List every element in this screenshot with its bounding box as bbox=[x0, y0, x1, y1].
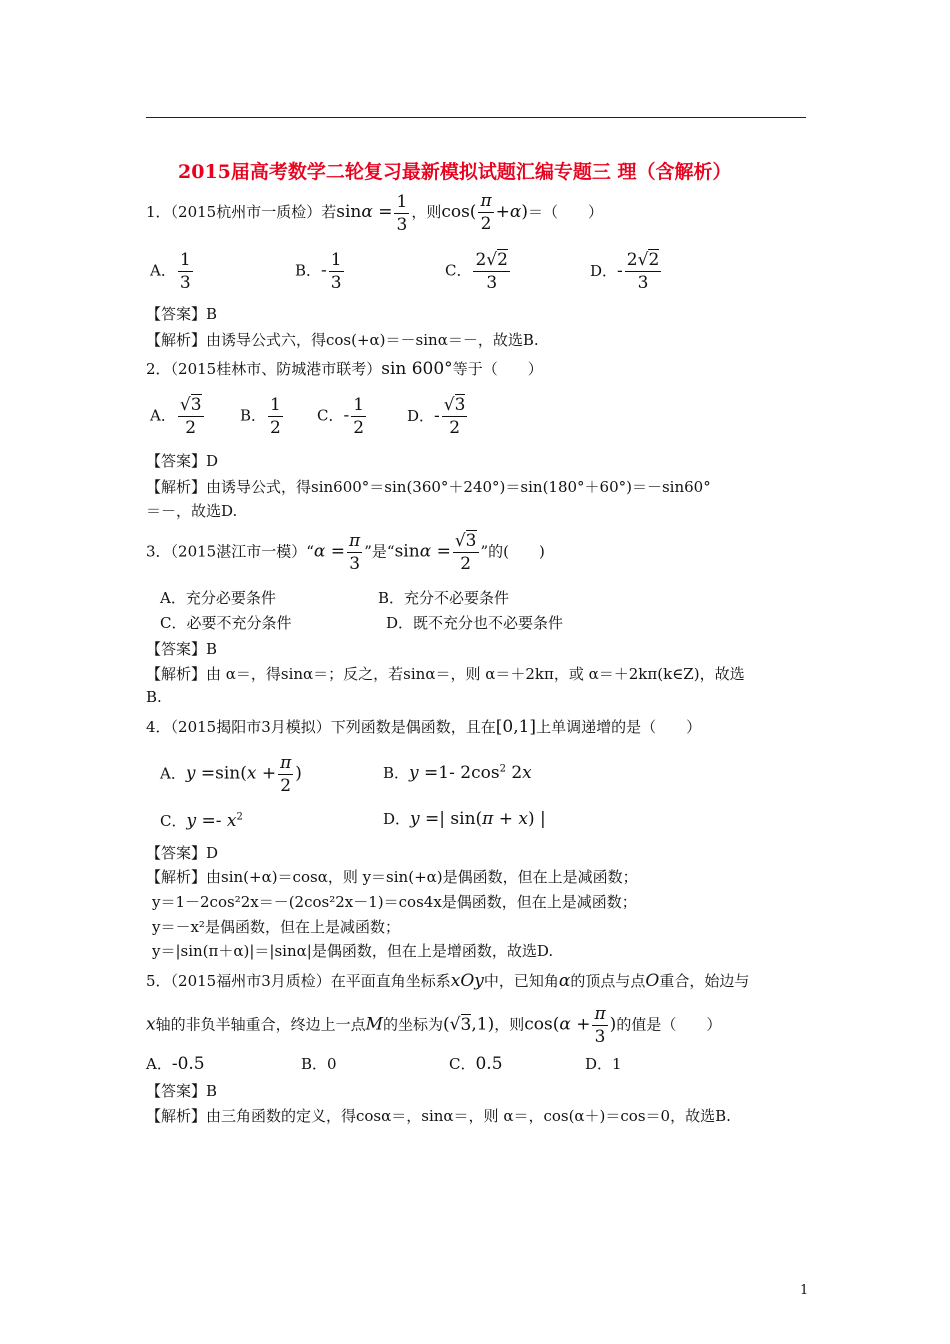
question-2-analysis-line2: ＝－，故选D. bbox=[146, 502, 238, 520]
header-rule bbox=[146, 117, 806, 118]
question-5-answer: 【答案】B bbox=[146, 1082, 218, 1100]
question-5-options: A．-0.5 B．0 C．0.5 D．1 bbox=[146, 1054, 622, 1074]
question-4-analysis-line1: 【解析】由sin(+α)＝cosα，则 y＝sin(+α)是偶函数，但在上是减函数； bbox=[146, 868, 638, 886]
question-1-options: A． $\frac{1}{3}$ B．- $\frac{1}{3}$ C． $\frac{2√2}{3}$ D．- $\frac{2√2}{3}$ bbox=[150, 250, 660, 293]
question-3-stem: 3．（2015湛江市一模）“α = $\frac{\pi}{3}$ ”是“sinα = $\frac{√3}{2}$ ”的( ) bbox=[146, 531, 545, 574]
question-5-stem-line2: x轴的非负半轴重合，终边上一点M的坐标为(√3,1)，则cos(α + $\frac{\pi}{3}$ )的值是（ ） bbox=[146, 1004, 722, 1047]
question-4-option-d: D．y =| sin(π + x) | bbox=[383, 809, 546, 829]
question-3-option-d: D．既不充分也不必要条件 bbox=[386, 614, 564, 632]
question-5-analysis: 【解析】由三角函数的定义，得cosα＝，sinα＝，则 α＝，cos(α＋)＝cos＝0，故选B. bbox=[146, 1107, 731, 1125]
question-4-option-a: A．y =sin(x + $\frac{\pi}{2}$ ) bbox=[160, 753, 302, 796]
question-1-analysis: 【解析】由诱导公式六，得cos(+α)＝－sinα＝－，故选B. bbox=[146, 331, 539, 349]
question-3-analysis-line2: B. bbox=[146, 688, 162, 706]
question-2-stem: 2．（2015桂林市、防城港市联考）sin 600°等于（ ） bbox=[146, 359, 543, 379]
question-4-analysis-line3: y＝－x²是偶函数，但在上是减函数； bbox=[152, 918, 400, 936]
question-3-option-b: B．充分不必要条件 bbox=[378, 589, 510, 607]
question-1-stem: 1．（2015杭州市一质检）若sinα = $\frac{1}{3}$ ，则cos( $\frac{\pi}{2}$ +α)＝（ ） bbox=[146, 191, 604, 235]
question-2-analysis-line1: 【解析】由诱导公式，得sin600°＝sin(360°＋240°)＝sin(180°＋60°)＝－sin60° bbox=[146, 478, 711, 496]
page-number: 1 bbox=[800, 1283, 809, 1298]
document-title: 2015届高考数学二轮复习最新模拟试题汇编专题三 理（含解析） bbox=[178, 161, 732, 183]
question-2-answer: 【答案】D bbox=[146, 452, 219, 470]
question-5-stem-line1: 5．（2015福州市3月质检）在平面直角坐标系xOy中，已知角α的顶点与点O重合，始边与 bbox=[146, 971, 750, 991]
question-3-analysis-line1: 【解析】由 α＝，得sinα＝；反之，若sinα＝，则 α＝＋2kπ，或 α＝＋2kπ(k∈Z)，故选 bbox=[146, 665, 745, 683]
question-2-options: A． $\frac{√3}{2}$ B． $\frac{1}{2}$ C．- $\frac{1}{2}$ D．- $\frac{√3}{2}$ bbox=[150, 395, 466, 438]
question-3-option-a: A．充分必要条件 bbox=[160, 589, 276, 607]
question-4-analysis-line2: y＝1－2cos²2x＝－(2cos²2x－1)＝cos4x是偶函数，但在上是减函数； bbox=[152, 893, 637, 911]
question-4-option-b: B．y =1- $2\cos^2$ 2x bbox=[383, 763, 532, 783]
question-4-option-c: C．$y =- x^2$ bbox=[160, 811, 243, 831]
question-4-stem: 4．（2015揭阳市3月模拟）下列函数是偶函数，且在[0,1]上单调递增的是（ ） bbox=[146, 717, 702, 737]
question-4-answer: 【答案】D bbox=[146, 844, 219, 862]
question-3-answer: 【答案】B bbox=[146, 640, 218, 658]
question-4-analysis-line4: y＝|sin(π＋α)|＝|sinα|是偶函数，但在上是增函数，故选D. bbox=[152, 942, 554, 960]
question-3-option-c: C．必要不充分条件 bbox=[160, 614, 292, 632]
question-1-answer: 【答案】B bbox=[146, 305, 218, 323]
